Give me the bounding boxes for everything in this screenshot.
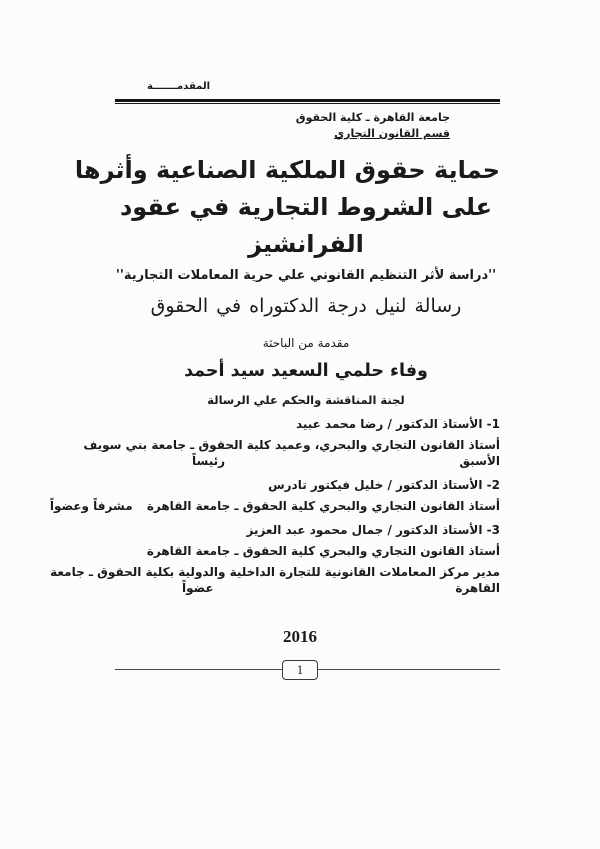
- institution-block: [296, 110, 450, 142]
- member-role: عضواً: [182, 581, 214, 595]
- member-name: 3- الأستاذ الدكتور / جمال محمود عبد العزيز: [246, 523, 500, 537]
- member-name: 2- الأستاذ الدكتور / خليل فيكتور تادرس: [268, 478, 500, 492]
- page-number: 1: [296, 662, 304, 677]
- member-description: [49, 499, 500, 514]
- main-column: [49, 152, 500, 596]
- running-head: المقدمـــــــة: [147, 81, 211, 92]
- committee-member-2: [49, 478, 500, 514]
- member-description-2: مدير مركز المعاملات القانونية للتجارة الداخلية والدولية بكلية الحقوق ـ جامعة: [50, 565, 500, 579]
- header-double-rule: [115, 99, 500, 104]
- thesis-subtitle: ''دراسة لأثر التنظيم القانوني علي حرية المعاملات التجارية'': [115, 268, 497, 283]
- member-description: أستاذ القانون التجاري والبحري كلية الحقوق ـ جامعة القاهرة: [146, 544, 500, 558]
- committee-member-3: [50, 523, 500, 596]
- committee-member-1: [83, 417, 500, 469]
- member-description-wrap: [112, 454, 500, 469]
- committee-heading: لجنة المناقشة والحكم علي الرسالة: [207, 393, 405, 407]
- member-role: رئيساً: [192, 454, 226, 468]
- member-description-tail: الأسبق: [459, 454, 500, 468]
- publication-year: 2016: [283, 627, 317, 646]
- thesis-title-line-2: على الشروط التجارية في عقود: [119, 193, 493, 221]
- member-description-wrap: [112, 581, 500, 596]
- page-number-box: [282, 660, 318, 680]
- member-description-tail: القاهرة: [455, 581, 500, 595]
- thesis-title-line-3: الفرانشيز: [248, 230, 364, 258]
- presented-by-label: مقدمة من الباحثة: [262, 336, 350, 350]
- university-line: جامعة القاهرة ـ كلية الحقوق: [295, 111, 450, 124]
- degree-line: رسالة لنيل درجة الدكتوراه في الحقوق: [150, 295, 462, 317]
- member-name: 1- الأستاذ الدكتور / رضا محمد عبيد: [295, 417, 500, 431]
- member-description-text: أستاذ القانون التجاري والبحري كلية الحقوق ـ جامعة القاهرة: [146, 499, 500, 513]
- author-name: وفاء حلمي السعيد سيد أحمد: [184, 361, 428, 381]
- member-description: أستاذ القانون التجاري والبحري، وعميد كلية الحقوق ـ جامعة بني سويف: [83, 438, 500, 452]
- department-line: قسم القانون التجاري: [334, 127, 450, 140]
- committee-list: [49, 417, 500, 596]
- member-role: مشرفاً وعضواً: [49, 499, 133, 513]
- thesis-title-line-1: حماية حقوق الملكية الصناعية وأثرها: [74, 156, 500, 184]
